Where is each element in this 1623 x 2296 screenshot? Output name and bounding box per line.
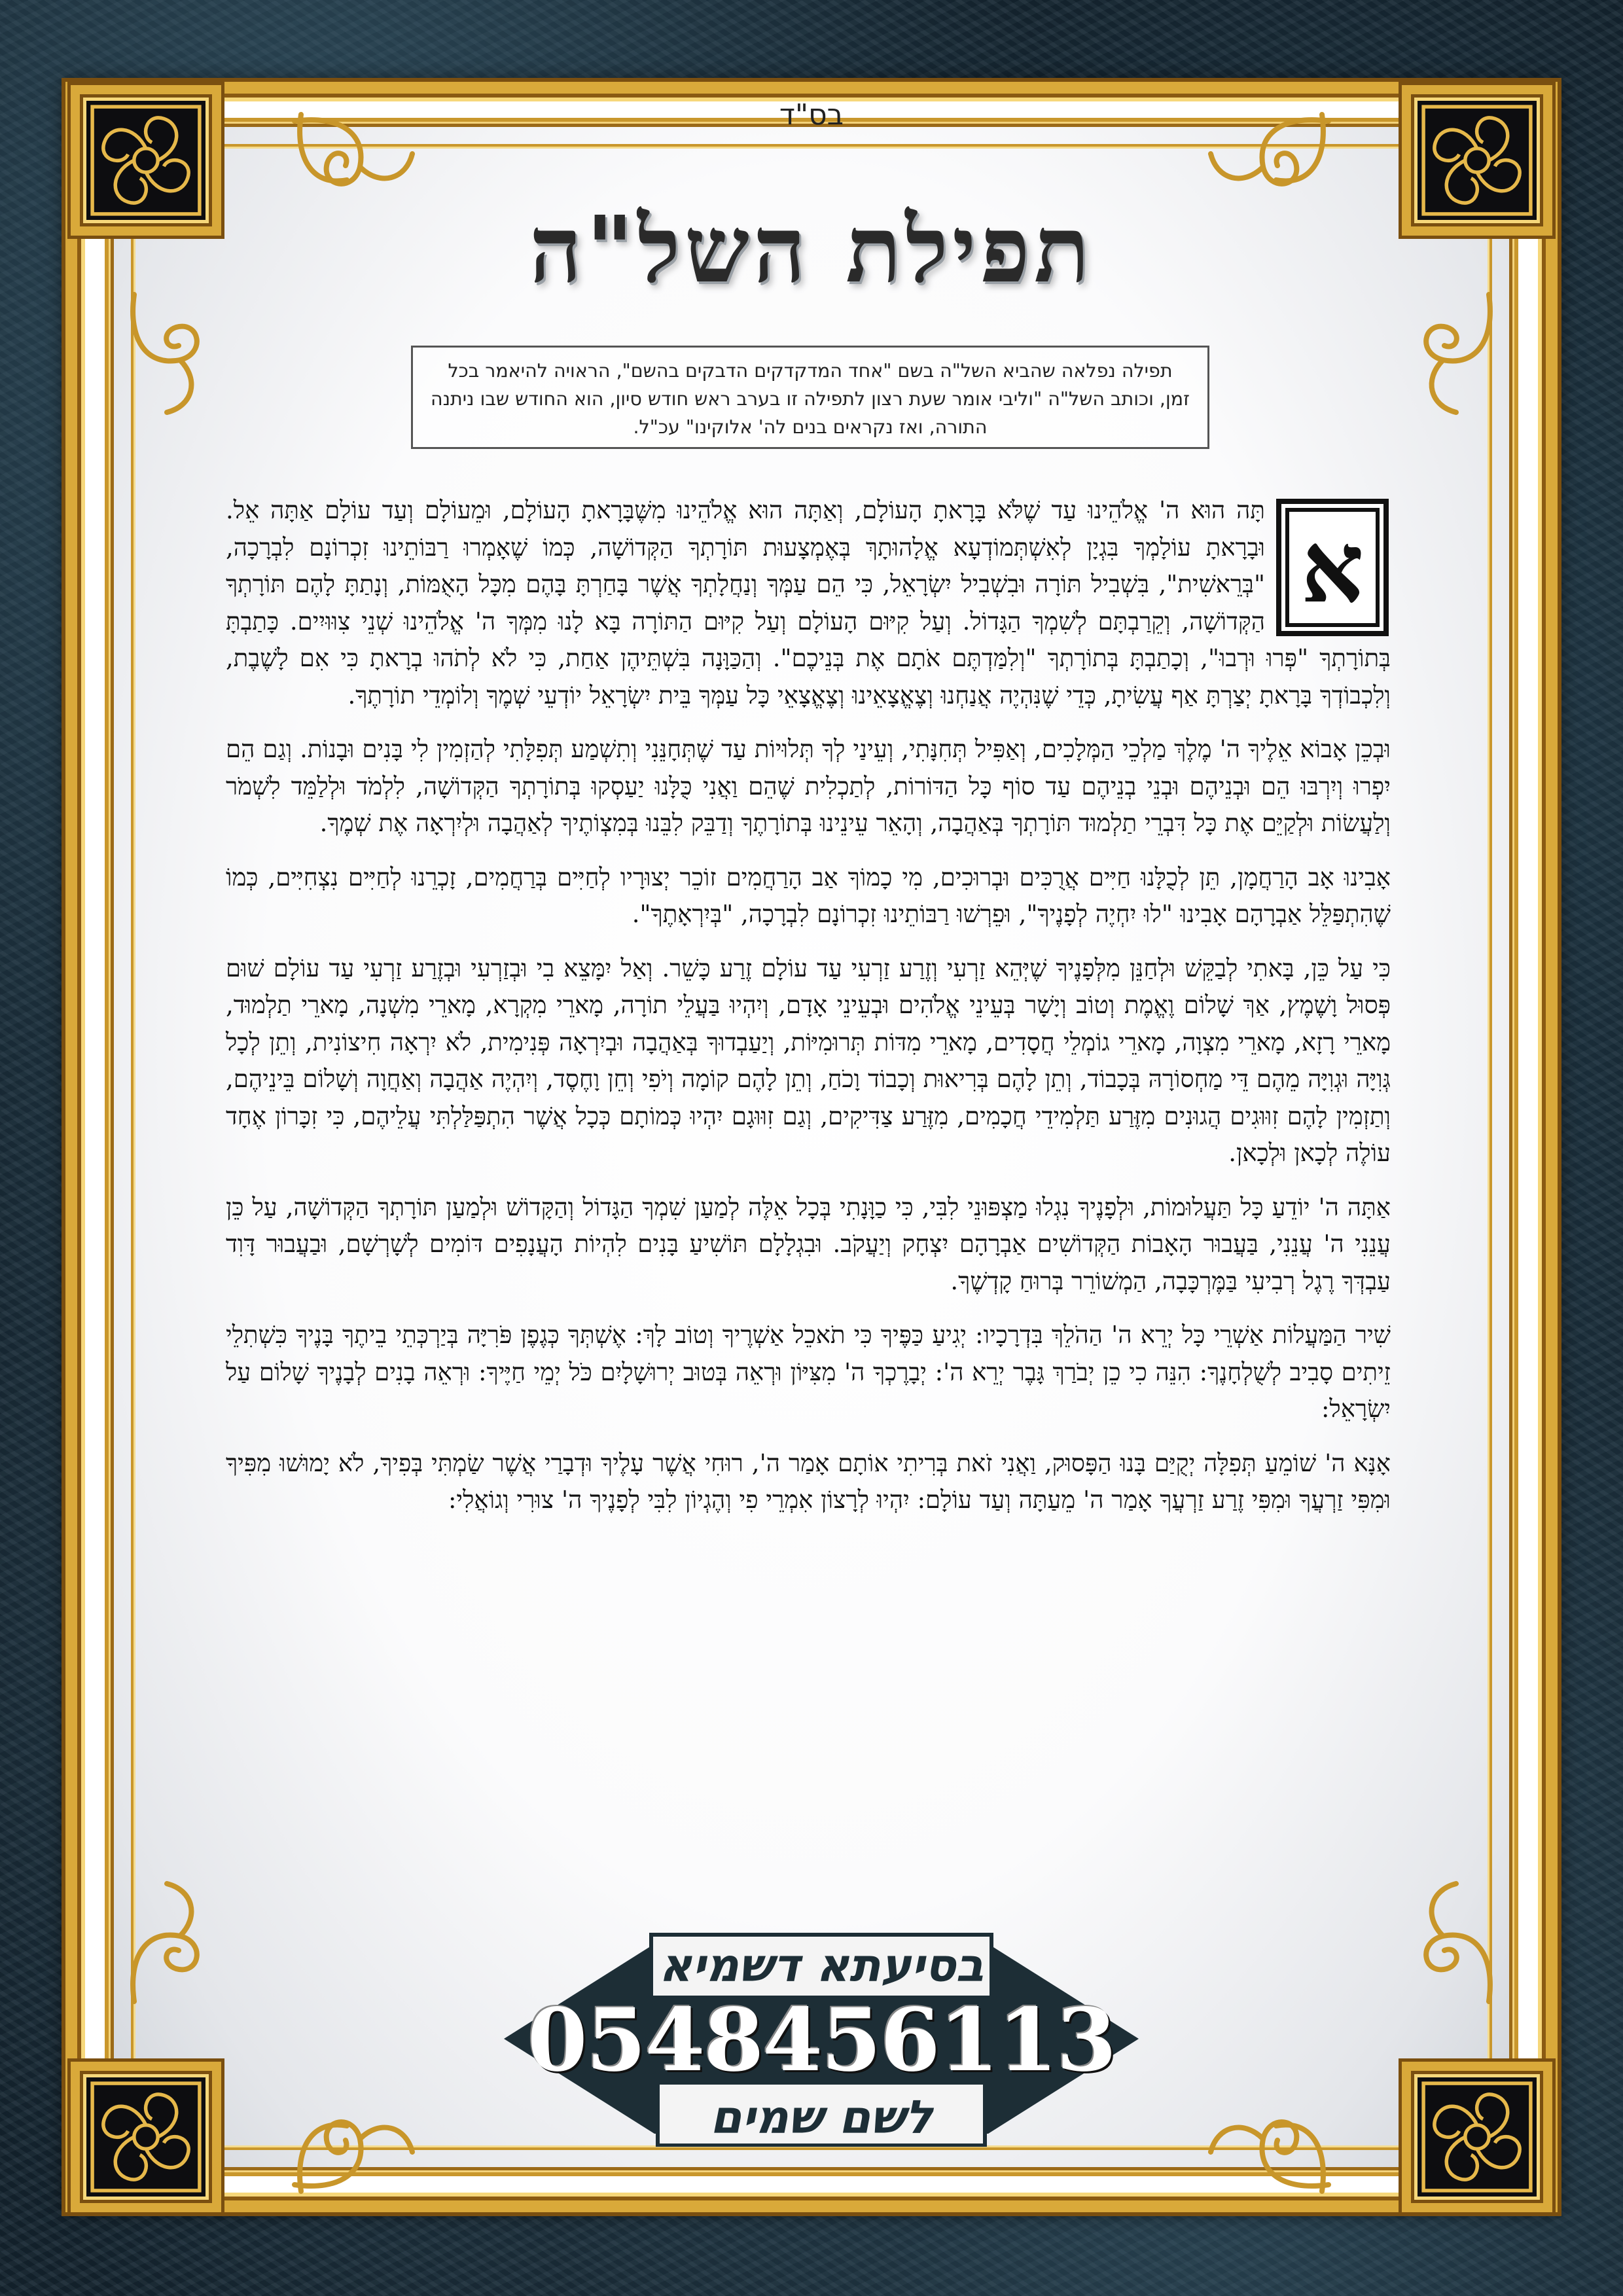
filigree-icon [1418,2077,1537,2197]
prayer-paragraph: שִׁיר הַמַּעֲלוֹת אַשְׁרֵי כָּל יְרֵא ה' הַהֹלֵךְ בִּדְרָכָיו: יְגִיעַ כַּפֶּיךָ כִּי תֹאכֵל אַשְׁרֶיךָ וְטוֹב לָךְ: אֶשְׁתְּךָ כְּגֶפֶן פֹּרִיָּה בְּיַרְכְּתֵי בֵיתֶךָ בָּנֶיךָ כִּשְׁתִלֵי זֵיתִים סָבִיב לְשֻׁלְחָנֶךָ: הִנֵּה כִי כֵן יְבֹרַךְ גָּבֶר יְרֵא ה': יְבָרֶכְךָ ה' מִצִּיּוֹן וּרְאֵה בְּטוּב יְרוּשָׁלָיִם כֹּל יְמֵי חַיֶּיךָ: וּרְאֵה בָנִים לְבָנֶיךָ שָׁלוֹם עַל יִשְׂרָאֵל: [226,1321,1391,1423]
prayer-paragraph: כִּי עַל כֵּן, בָּאתִי לְבַקֵּשׁ וּלְחַנֵּן מִלְּפָנֶיךָ שֶׁיְּהֵא זַרְעִי וְזֶרַע זַרְעִי עַד עוֹלָם זֶרַע כָּשֵׁר. וְאַל יִמָּצֵא בִי וּבְזַרְעִי וּבְזֶרַע זַרְעִי עַד עוֹלָם שׁוּם פְּסוּל וָשֶׁמֶץ, אַךְ שָׁלוֹם וֶאֱמֶת וְטוֹב וְיָשָׁר בְּעֵינֵי אֱלֹהִים וּבְעֵינֵי אָדָם, וְיִהְיוּ בַּעֲלֵי תוֹרָה, מָארֵי מִקְרָא, מָארֵי מִשְׁנָה, מָארֵי תַלְמוּד, מָארֵי רָזָא, מָארֵי מִצְוָה, מָארֵי גוֹמְלֵי חֲסָדִים, מָארֵי מִדּוֹת תְּרוּמִיּוֹת, וְיַעַבְדוּךָ בְּאַהֲבָה וּבְיִרְאָה פְּנִימִית, לֹא יִרְאָה חִיצוֹנִית, וְתֵן לְכָל גְּוִיָּה וּגְוִיָּה מֵהֶם דֵּי מַחְסוֹרָהּ בְּכָבוֹד, וְתֵן לָהֶם בְּרִיאוּת וְכָבוֹד וָכֹחַ, וְתֵן לָהֶם קוֹמָה וְיֹפִי וְחֵן וָחֶסֶד, וְיִהְיֶה אַהֲבָה וְאַחֲוָה וְשָׁלוֹם בֵּינֵיהֶם, וְתַזְמִין לָהֶם זִוּוּגִים הֲגוּנִים מִזֶּרַע תַּלְמִידֵי חֲכָמִים, מִזֶּרַע צַדִּיקִים, וְגַם זִוּוּגָם יִהְיוּ כְּמוֹתָם כְּכָל אֲשֶׁר הִתְפַּלַּלְתִּי עֲלֵיהֶם, כִּי זִכָּרוֹן אֶחָד עוֹלֶה לְכָאן וּלְכָאן. [226,954,1391,1167]
prayer-paragraph: אָבִינוּ אָב הָרַחֲמָן, תֵּן לְכֻלָּנוּ חַיִּים אֲרֻכִּים וּבְרוּכִים, מִי כָמוֹךָ אַב הָרַחֲמִים זוֹכֵר יְצוּרָיו לְחַיִּים בְּרַחֲמִים, זָכְרֵנוּ לְחַיִּים נִצְחִיִּים, כְּמוֹ שֶׁהִתְפַּלֵּל אַבְרָהָם אָבִינוּ "לוּ יִחְיֶה לְפָנֶיךָ", וּפֵרְשׁוּ רַבּוֹתֵינוּ זִכְרוֹנָם לִבְרָכָה, "בְּיִרְאָתֶךָ". [226,863,1391,928]
prayer-paragraph: אַתָּה ה' יוֹדֵעַ כָּל תַּעֲלוּמוֹת, וּלְפָנֶיךָ נִגְלוּ מַצְפּוּנֵי לִבִּי, כִּי כַוָּנָתִי בְּכָל אֵלֶּה לְמַעַן שִׁמְךָ הַגָּדוֹל וְהַקָּדוֹשׁ וּלְמַעַן תּוֹרָתְךָ הַקְּדוֹשָׁה, עַל כֵּן עֲנֵנִי ה' עֲנֵנִי, בַּעֲבוּר הָאָבוֹת הַקְּדוֹשִׁים אַבְרָהָם יִצְחָק וְיַעֲקֹב. וּבִגְלָלָם תּוֹשִׁיעַ בָּנִים לִהְיוֹת הָעֲנָפִים דּוֹמִים לְשָׁרְשָׁם, וּבַעֲבוּר דָּוִד עַבְדְּךָ רֶגֶל רְבִיעִי בַּמֶּרְכָּבָה, הַמְשׁוֹרֵר בְּרוּחַ קָדְשֶׁךָ. [226,1193,1391,1295]
dropcap-spacer [1265,492,1391,639]
prayer-body [226,492,1391,1536]
phone-number[interactable]: 0548456113 [527,1990,1116,2091]
prayer-paragraph: וּבְכֵן אָבוֹא אֵלֶיךָ ה' מֶלֶךְ מַלְכֵי הַמְּלָכִים, וְאַפִּיל תְּחִנָּתִי, וְעֵינַי לְךָ תְּלוּיוֹת עַד שֶׁתְּחָנֵּנִי וְתִשְׁמַע תְּפִלָּתִי לְהַזְמִין לִי בָּנִים וּבָנוֹת. וְגַם הֵם יִפְרוּ וְיִרְבּוּ הֵם וּבְנֵיהֶם וּבְנֵי בְנֵיהֶם עַד סוֹף כָּל הַדּוֹרוֹת, לְתַכְלִית שֶׁהֵם וַאֲנִי כֻּלָּנוּ יַעַסְקוּ בְּתוֹרָתְךָ הַקְּדוֹשָׁה, לִלְמֹד וּלְלַמֵּד לִשְׁמֹר וְלַעֲשׂוֹת וּלְקַיֵּם אֶת כָּל דִּבְרֵי תַלְמוּד תּוֹרָתְךָ בְּאַהֲבָה, וְהָאֵר עֵינֵינוּ בְּתוֹרָתֶךָ וְדַבֵּק לִבֵּנוּ בְּמִצְוֹתֶיךָ לְאַהֲבָה וּלְיִרְאָה אֶת שְׁמֶךָ. [226,735,1391,837]
dropcap-letter: א [1300,510,1364,625]
intro-box: תפילה נפלאה שהביא השל"ה בשם "אחד המדקדקים הדבקים בהשם", הראויה להיאמר בכל זמן, וכותב השל"ה "וליבי אומר שעת רצון לתפילה זו בערב ראש חודש סיון, הוא החודש שבו ניתנה התורה, ואז נקראים בנים לה' אלוקינו" עכ"ל. [411,346,1209,449]
filigree-icon [86,2077,205,2197]
scroll-flourish-icon [288,2067,419,2198]
scroll-flourish-icon [121,1877,252,2008]
corner-ornament-bottom-left [71,2062,221,2212]
prayer-paragraph: תָּה הוּא ה' אֱלֹהֵינוּ עַד שֶׁלֹּא בָּרָאתָ הָעוֹלָם, וְאַתָּה הוּא אֱלֹהֵינוּ מִשֶּׁבָּרָאתָ הָעוֹלָם, וּמֵעוֹלָם וְעַד עוֹלָם אַתָּה אֵל. וּבָרָאתָ עוֹלָמְךָ בִּגְיָן לְאִשְׁתְּמוֹדְעָא אֱלָהוּתָךְ בְּאֶמְצָעוּת תּוֹרָתְךָ הַקְּדוֹשָׁה, כְּמוֹ שֶׁאָמְרוּ רַבּוֹתֵינוּ זִכְרוֹנָם לִבְרָכָה, "בְּרֵאשִׁית", בִּשְׁבִיל תּוֹרָה וּבִשְׁבִיל יִשְׂרָאֵל, כִּי הֵם עַמְּךָ וְנַחֲלָתְךָ אֲשֶׁר בָּחַרְתָּ בָּהֶם מִכָּל הָאֻמּוֹת, וְנָתַתָּ לָהֶם תּוֹרָתְךָ הַקְּדוֹשָׁה, וְקֵרַבְתָּם לְשִׁמְךָ הַגָּדוֹל. וְעַל קִיּוּם הָעוֹלָם וְעַל קִיּוּם הַתּוֹרָה בָּא לָנוּ מִמְּךָ ה' אֱלֹהֵינוּ שְׁנֵי צִוּוּיִים. כָּתַבְתָּ בְּתוֹרָתְךָ "פְּרוּ וּרְבוּ", וְכָתַבְתָּ בְּתוֹרָתְךָ "וְלִמַּדְתֶּם אֹתָם אֶת בְּנֵיכֶם". וְהַכַּוָּנָה בִּשְׁתֵּיהֶן אַחַת, כִּי לֹא לְתֹהוּ בְרָאתָ כִּי אִם לָשֶׁבֶת, וְלִכְבוֹדְךָ בָּרָאתָ יְצַרְתָּ אַף עֲשִׂיתָ, כְּדֵי שֶׁנִּהְיֶה אֲנַחְנוּ וְצֶאֱצָאֵינוּ וְצֶאֱצָאֵי כָּל עַמְּךָ בֵּית יִשְׂרָאֵל יוֹדְעֵי שְׁמֶךָ וְלוֹמְדֵי תוֹרָתֶךָ. [226,496,1391,709]
bsd-header: בס"ד [779,98,844,132]
prayer-paragraph: אָנָּא ה' שׁוֹמֵעַ תְּפִלָּה יְקֻיַּם בָּנוּ הַפָּסוּק, וַאֲנִי זֹאת בְּרִיתִי אוֹתָם אָמַר ה', רוּחִי אֲשֶׁר עָלֶיךָ וּדְבָרַי אֲשֶׁר שַׂמְתִּי בְּפִיךָ, לֹא יָמוּשׁוּ מִפִּיךָ וּמִפִּי זַרְעֲךָ וּמִפִּי זֶרַע זַרְעֲךָ אָמַר ה' מֵעַתָּה וְעַד עוֹלָם: יִהְיוּ לְרָצוֹן אִמְרֵי פִי וְהֶגְיוֹן לִבִּי לְפָנֶיךָ ה' צוּרִי וְגוֹאֲלִי: [226,1448,1391,1514]
badge-bottom-text: לשם שמים [709,2090,933,2144]
corner-ornament-bottom-right [1402,2062,1552,2212]
scroll-flourish-icon [121,288,252,419]
scroll-flourish-icon [1204,2067,1335,2198]
page-title: תפילת השל"ה [529,196,1094,304]
badge-top-text: בסיעתא דשמיא [658,1939,984,1992]
scroll-flourish-icon [1371,1877,1502,2008]
scroll-flourish-icon [1371,288,1502,419]
